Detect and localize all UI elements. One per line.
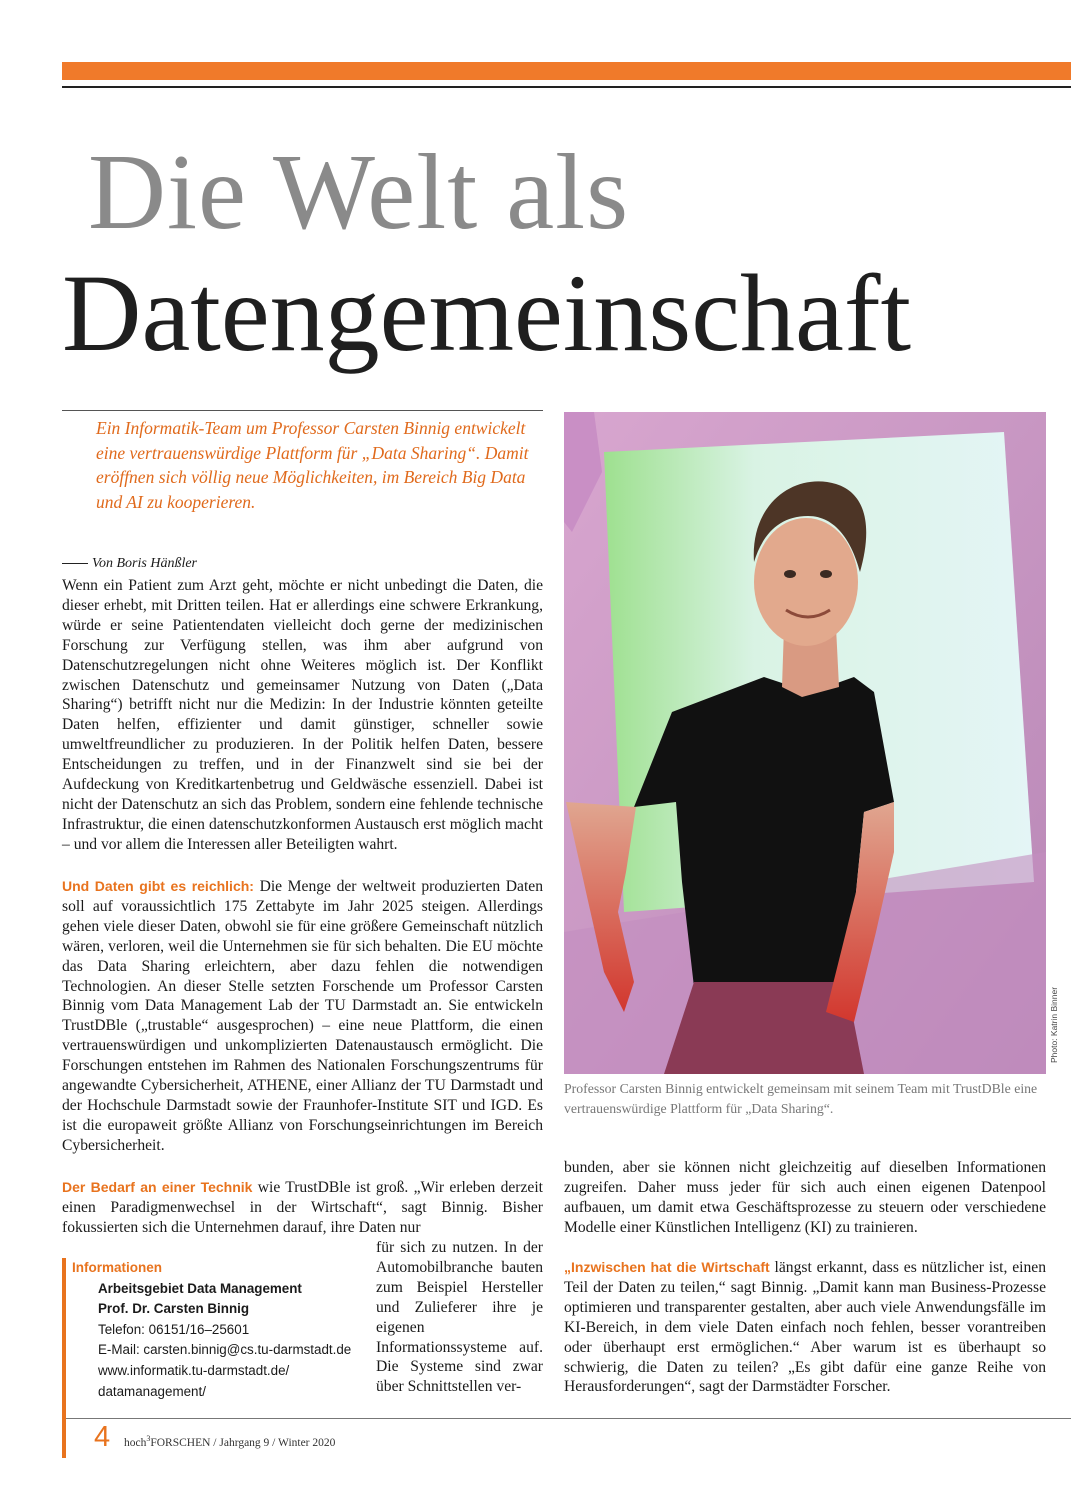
body-paragraph-2 [62, 877, 543, 1156]
portrait-illustration [564, 412, 1046, 1074]
lead-rule [62, 410, 543, 411]
photo-credit [1046, 975, 1062, 1075]
paragraph-heading: „Inzwischen hat die Wirtschaft [564, 1259, 770, 1275]
info-box-title: Informationen [72, 1260, 162, 1275]
body-paragraph-3-column [376, 1238, 543, 1397]
paragraph-heading: Der Bedarf an einer Technik [62, 1179, 253, 1195]
page-number: 4 [94, 1421, 111, 1453]
top-rule [62, 86, 1071, 88]
body-paragraph-4 [564, 1158, 1046, 1238]
paragraph-text: längst erkannt, dass es nützlicher ist, einen Teil der Daten zu teilen,“ sagt Binnig. „Damit kann man Business-Prozesse optimieren und transparenter gestalten, aber auch viele Anwendungsfälle im KI-Bereich, in dem viele Daten einfach noch fehlen, besser vorantreiben oder überhaupt erst ermöglichen.“ Aber warum ist es überhaupt so schwierig, die Daten zu teilen? „Es gibt dafür eine ganze Reihe von Herausforderungen“, sagt der Darmstädter Forscher. [564, 1259, 1046, 1396]
info-box-accent-bar [62, 1258, 66, 1438]
info-website-link[interactable]: www.informatik.tu-darmstadt.de/ [98, 1362, 290, 1378]
lead-paragraph: Ein Informatik-Team um Professor Carsten Binnig entwickelt eine vertrauenswürdige Plattform für „Data Sharing“. Damit eröffnen sich völlig neue Möglichkeiten, im Bereich Big Data und AI zu kooperieren. [96, 418, 529, 512]
magazine-issue: FORSCHEN / Jahrgang 9 / Winter 2020 [150, 1436, 336, 1449]
info-website-link-cont[interactable]: datamanagement/ [98, 1383, 206, 1399]
footer-accent-bar [62, 1418, 66, 1458]
portrait-photo [564, 412, 1046, 1074]
footer-magazine-info [124, 1434, 335, 1449]
footer-rule [62, 1418, 1071, 1419]
byline [62, 556, 197, 572]
paragraph-text: bunden, aber sie können nicht gleichzeitig auf dieselben Informationen zugreifen. Daher muss jeder für sich auch einen eigenen Datenpool aufbauen, um damit etwa Geschäftsprozesse zu steuern oder verschiedene Modelle einer Künstlichen Intelligenz (KI) zu trainieren. [564, 1159, 1046, 1236]
paragraph-text: Die Menge der weltweit produzierten Daten soll auf voraussichtlich 175 Zettabyte im Jahr 2025 steigen. Allerdings gehen viele dieser Daten, obwohl sie für eine größere Gemeinschaft nützlich wären, verloren, weil die Unternehmen sie für sich behalten. Die EU möchte das Data Sharing erleichtern, aber dazu fehlen die notwendigen Technologien. An dieser Stelle setzten Forschende um Professor Carsten Binnig vom Data Management Lab der TU Darmstadt an. Sie entwickeln TrustDBle („trustable“ ausgesprochen) – eine neue Plattform, die einen vertrauenswürdigen und unkomplizierten Datenaustausch ermöglicht. Die Forschungen entstehen im Rahmen des Nationalen Forschungszentrums für angewandte Cybersicherheit, ATHENE, einer Allianz der TU Darmstadt und der Hochschule Darmstadt sowie der Fraunhofer-Institute SIT und IGD. Es ist die europaweit größte Allianz von Forschungseinrichtungen im Bereich Cybersicherheit. [62, 878, 544, 1154]
paragraph-text: wie TrustDBle ist groß. „Wir erleben derzeit einen Paradigmenwechsel in der Wirtschaft“, sagt Binnig. Bisher fokussierten sich die Unternehmen darauf, ihre Daten nur [62, 1179, 543, 1236]
body-paragraph-3-top [62, 1178, 543, 1238]
paragraph-heading: Und Daten gibt es reichlich: [62, 878, 254, 894]
paragraph-text: für sich zu nutzen. In der Automobilbranche bauten zum Beispiel Hersteller und Zulieferer ihre je eigenen Informationssysteme auf. Die Systeme sind zwar über Schnittstellen ver- [376, 1239, 543, 1396]
body-paragraph-1 [62, 576, 543, 855]
info-phone: Telefon: 06151/16–25601 [98, 1321, 250, 1337]
top-accent-bar [62, 62, 1071, 80]
byline-text: Von Boris Hänßler [92, 556, 197, 571]
info-box [72, 1258, 372, 1402]
info-name: Prof. Dr. Carsten Binnig [98, 1301, 250, 1317]
photo-caption: Professor Carsten Binnig entwickelt gemeinsam mit seinem Team mit TrustDBle eine vertrauenswürdige Plattform für „Data Sharing“. [564, 1081, 1038, 1116]
info-email-link[interactable]: E-Mail: carsten.binnig@cs.tu-darmstadt.de [98, 1342, 352, 1358]
byline-dash [62, 563, 88, 564]
body-paragraph-5 [564, 1258, 1046, 1397]
info-area: Arbeitsgebiet Data Management [98, 1280, 302, 1296]
magazine-name-prefix: hoch [124, 1436, 147, 1449]
photo-credit-text: Photo: Katrin Binner [1049, 986, 1059, 1064]
headline-line-1: Die Welt als [88, 133, 630, 252]
paragraph-text: Wenn ein Patient zum Arzt geht, möchte er nicht unbedingt die Daten, die dieser erhebt, mit Dritten teilen. Hat er allerdings eine schwere Erkrankung, würde er seine Patientendaten vielleicht doch gerne der medizinischen Forschung zur Verfügung stellen, was ihm aber aufgrund von Datenschutzregelungen nicht ohne Weiteres möglich ist. Der Konflikt zwischen Datenschutz und gemeinsamer Nutzung von Daten („Data Sharing“) betrifft nicht nur die Medizin: In der Industrie könnten geteilte Daten helfen, effizienter und damit günstiger, schneller sowie umweltfreundlicher zu produzieren. In der Politik helfen Daten, bessere Entscheidungen zu treffen, und in der Finanzwelt sind sie bei der Aufdeckung von Kreditkartenbetrug und Geldwäsche essenziell. Dabei ist nicht der Datenschutz an sich das Problem, sondern eine fehlende technische Infrastruktur, die einen datenschutzkonformen Austausch erst möglich macht – und vor allem die Interessen aller Beteiligten wahrt. [62, 577, 543, 853]
magazine-superscript: 3 [146, 1434, 151, 1443]
headline-line-2: Datengemeinschaft [62, 252, 912, 374]
